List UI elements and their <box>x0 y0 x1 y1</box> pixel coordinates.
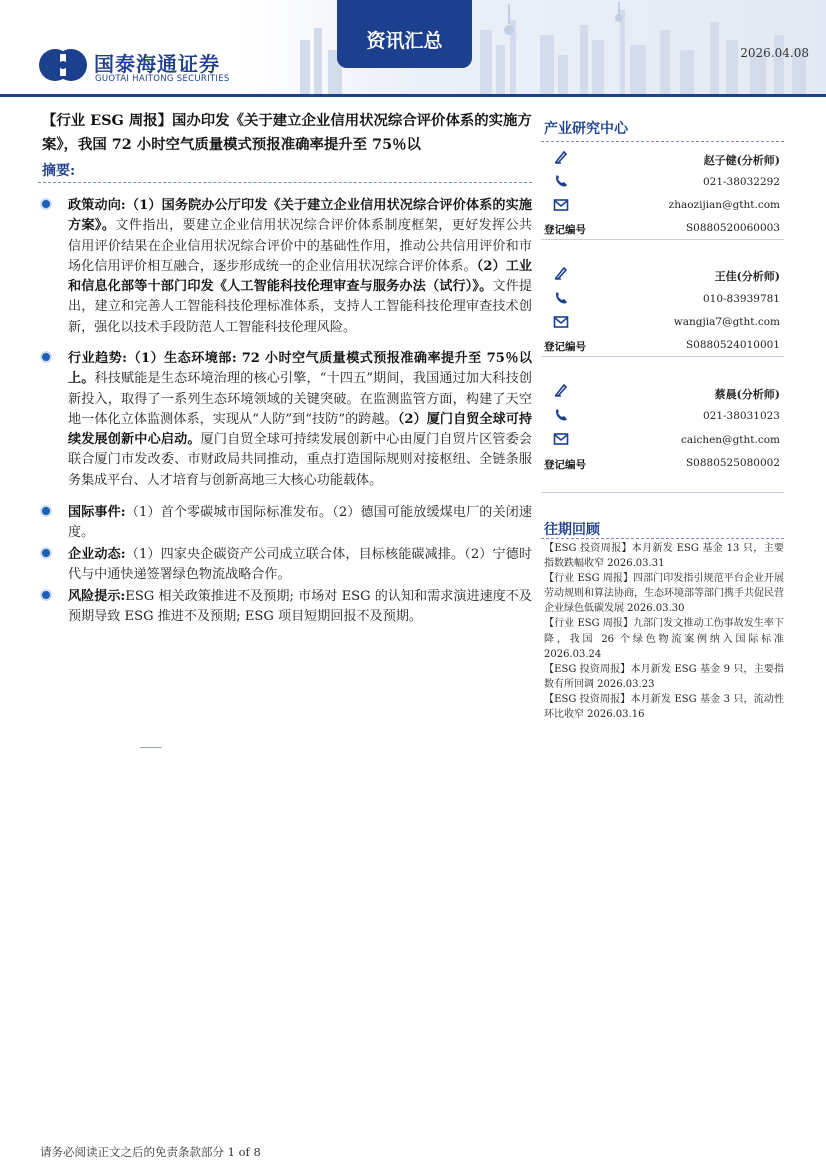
reg-label: 登记编号 <box>544 459 586 471</box>
analyst-email[interactable]: caichen@gtht.com <box>680 434 780 446</box>
bullet-text <box>68 196 532 338</box>
header-rule <box>0 94 826 97</box>
phone-icon <box>553 290 569 306</box>
phone-icon <box>553 407 569 423</box>
bullet-icon <box>42 591 50 599</box>
bullet-body: ESG 相关政策推进不及预期; 市场对 ESG 的认知和需求演进速度不及预期导致 ESG 推进不及预期; ESG 项目短期回报不及预期。 <box>68 589 532 625</box>
bullet-body: （1）四家央企碳资产公司成立联合体，目标核能碳减排。（2）宁德时代与中通快递签署绿色物流战略合作。 <box>68 547 532 583</box>
analyst-phone: 021-38032292 <box>702 176 780 188</box>
analyst-email[interactable]: wangjia7@gtht.com <box>673 316 780 328</box>
reg-label: 登记编号 <box>544 341 586 353</box>
bullet-heading: 国际事件: <box>68 505 126 520</box>
bullet-text <box>68 545 532 586</box>
brand-name-en: GUOTAI HAITONG SECURITIES <box>95 74 230 84</box>
bullet-icon <box>42 549 50 557</box>
bullet-heading: 政策动向:（1）国务院办公厅印发《关于建立企业信用状况综合评价体系的实施方案》。 <box>68 198 532 234</box>
bullet-heading: （2）工业和信息化部等十部门印发《人工智能科技伦理审查与服务办法（试行）》。 <box>68 258 532 295</box>
reg-label: 登记编号 <box>544 224 586 236</box>
bullet-body: 文件指出，要建立企业信用状况综合评价体系制度框架，更好发挥公共信用评价结果在企业信用状况综合评价中的基础性作用，推动公共信用评价和市场化信用评价相互融合，逐步形成统一的企业信用状况综合评价体系。 <box>68 218 533 274</box>
bullet-risk <box>42 587 532 628</box>
analyst-reg-number: S0880520060003 <box>685 222 780 234</box>
analyst-reg-number: S0880525080002 <box>685 457 780 469</box>
pen-icon <box>553 382 569 398</box>
bullet-text <box>68 349 532 491</box>
analyst-phone: 010-83939781 <box>702 293 780 305</box>
past-report-item[interactable]: 【行业 ESG 周报】四部门印发指引规范平台企业开展劳动规则和算法协商，生态环境部等部门携手共促民营企业绿色低碳发展 2026.03.30 <box>544 573 784 615</box>
company-logo-icon <box>38 48 88 82</box>
past-report-item[interactable]: 【ESG 投资周报】本月新发 ESG 基金 9 只，主要指数有所回调 2026.03.23 <box>544 663 784 690</box>
report-title: 【行业 ESG 周报】国办印发《关于建立企业信用状况综合评价体系的实施方案》，我国 72 小时空气质量模式预报准确率提升至 75％以 <box>42 112 532 153</box>
analyst-reg-number: S0880524010001 <box>685 339 780 351</box>
mail-icon <box>553 197 569 213</box>
pen-icon <box>553 149 569 165</box>
past-report-item[interactable]: 【行业 ESG 周报】九部门发文推动工伤事故发生率下降，我国 26 个绿色物流案例纳入国际标准 2026.03.24 <box>544 618 784 660</box>
bullet-heading: 企业动态: <box>68 547 126 562</box>
mail-icon <box>553 314 569 330</box>
report-date: 2026.04.08 <box>740 46 809 60</box>
bullet-heading: 风险提示: <box>68 589 126 604</box>
summary-divider <box>38 182 532 183</box>
bullet-icon <box>42 200 50 208</box>
pen-icon <box>553 265 569 281</box>
bullet-industry-trend <box>42 349 532 491</box>
analyst-name: 赵子健(分析师) <box>703 154 780 167</box>
bullet-icon <box>42 507 50 515</box>
mail-icon <box>553 431 569 447</box>
bullet-body: 文件提出，建立和完善人工智能科技伦理标准体系，支持人工智能科技伦理审查技术创新，强化以技术手段防范人工智能科技伦理风险。 <box>68 279 532 335</box>
analyst-name: 蔡晨(分析师) <box>714 388 780 401</box>
past-reports-divider <box>541 538 784 539</box>
brand-name: 国泰海通证券 <box>94 52 220 76</box>
analyst-separator <box>541 356 784 357</box>
analyst-phone: 021-38031023 <box>702 410 780 422</box>
page-footer: 请务必阅读正文之后的免责条款部分 1 of 8 <box>40 1145 261 1159</box>
phone-icon <box>553 173 569 189</box>
bullet-international <box>42 503 532 544</box>
bullet-body: （1）首个零碳城市国际标准发布。（2）德国可能放缓煤电厂的关闭速度。 <box>68 505 532 541</box>
analyst-name: 王佳(分析师) <box>714 270 780 283</box>
analyst-separator <box>541 492 784 493</box>
past-report-item[interactable]: 【ESG 投资周报】本月新发 ESG 基金 3 只，流动性环比收窄 2026.03.16 <box>544 693 784 721</box>
bullet-body: 厦门自贸全球可持续发展创新中心由厦门自贸片区管委会联合厦门市发改委、市财政局共同推动，重点打造国际规则对接枢纽、全链条服务集成平台、人才培育与创新高地三大核心功能载体。 <box>68 432 533 488</box>
summary-label: 摘要: <box>42 163 76 179</box>
bullet-heading: （2）厦门自贸全球可持续发展创新中心启动。 <box>68 411 533 448</box>
sidebar-divider <box>541 141 784 142</box>
past-reports-title: 往期回顾 <box>544 522 600 538</box>
bullet-corporate <box>42 545 532 586</box>
bullet-text <box>68 503 532 544</box>
past-report-item[interactable]: 【ESG 投资周报】本月新发 ESG 基金 13 只，主要指数跌幅收窄 2026.03.31 <box>544 543 784 570</box>
analyst-email[interactable]: zhaozijian@gtht.com <box>668 199 780 211</box>
bullet-text <box>68 587 532 628</box>
skyline-banner-image <box>240 0 826 95</box>
analyst-separator <box>541 239 784 240</box>
bullet-heading: 行业趋势:（1）生态环境部: 72 小时空气质量模式预报准确率提升至 75％以上。 <box>68 351 532 387</box>
research-center-title: 产业研究中心 <box>544 121 628 137</box>
bullet-icon <box>42 353 50 361</box>
report-type-tab: 资讯汇总 <box>337 0 472 68</box>
bullet-policy <box>42 196 532 338</box>
page-mark <box>140 747 162 748</box>
past-reports-list <box>544 541 784 722</box>
bullet-body: 科技赋能是生态环境治理的核心引擎，“十四五”期间，我国通过加大科技创新投入，取得了一系列生态环境领域的关键突破。在监测监管方面，构建了天空地一体化立体监测体系，实现从“人防”到“技防”的跨越。 <box>68 371 532 427</box>
